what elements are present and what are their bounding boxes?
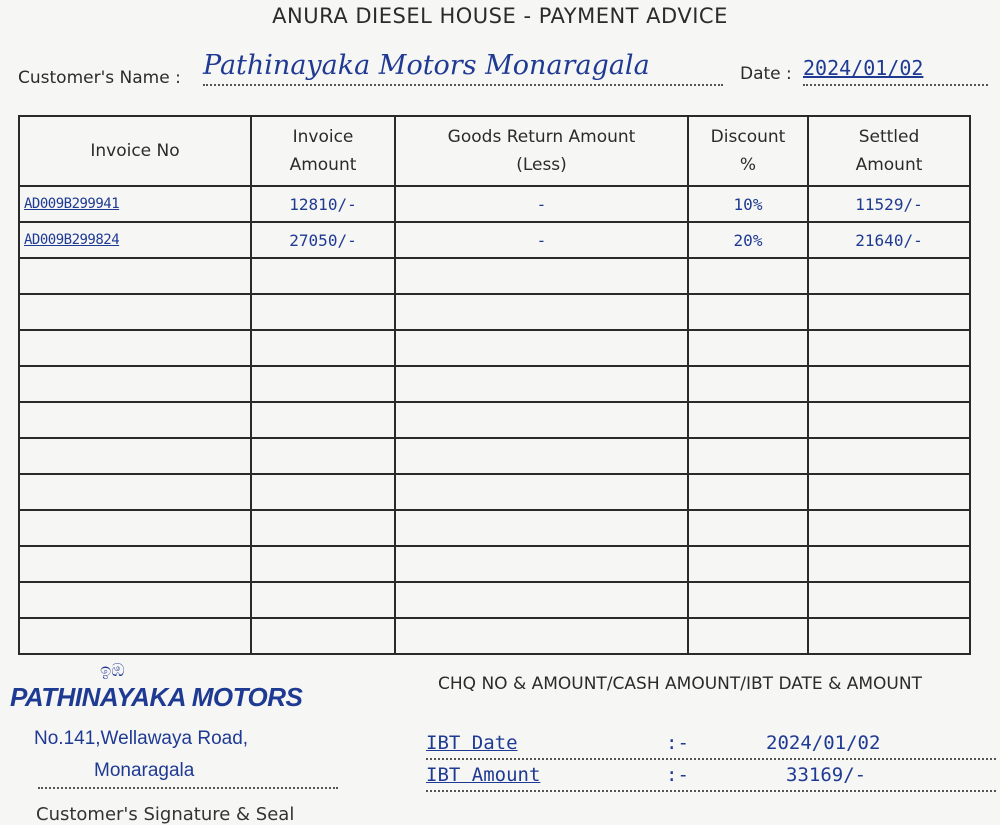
cell-discount: 10% xyxy=(688,186,808,222)
header-discount: Discount % xyxy=(688,116,808,186)
cell-settled-amount: 11529/- xyxy=(808,186,970,222)
ibt-date-row xyxy=(426,732,996,762)
signature-line xyxy=(38,787,338,789)
table-row xyxy=(19,438,970,474)
stamp-address-line2: Monaragala xyxy=(94,760,195,781)
table-row xyxy=(19,186,970,222)
cell-invoice-amount: 12810/- xyxy=(251,186,395,222)
ibt-amount-separator: :- xyxy=(666,764,689,786)
ibt-amount-label: IBT Amount xyxy=(426,764,541,786)
customer-name-label: Customer's Name : xyxy=(18,68,181,88)
cell-settled-amount: 21640/- xyxy=(808,222,970,258)
table-row xyxy=(19,294,970,330)
ibt-date-separator: :- xyxy=(666,732,689,754)
payment-heading: CHQ NO & AMOUNT/CASH AMOUNT/IBT DATE & AMOUNT xyxy=(438,674,922,694)
customer-name-value: Pathinayaka Motors Monaragala xyxy=(203,50,650,81)
table-row xyxy=(19,618,970,654)
cell-invoice-amount: 27050/- xyxy=(251,222,395,258)
header-invoice-amount: Invoice Amount xyxy=(251,116,395,186)
cell-goods-return: - xyxy=(395,186,688,222)
page-title: ANURA DIESEL HOUSE - PAYMENT ADVICE xyxy=(272,4,728,28)
table-row xyxy=(19,510,970,546)
cell-discount: 20% xyxy=(688,222,808,258)
stamp-address-line1: No.141,Wellawaya Road, xyxy=(34,728,249,749)
table-row xyxy=(19,546,970,582)
header-goods-return: Goods Return Amount (Less) xyxy=(395,116,688,186)
table-row xyxy=(19,474,970,510)
invoice-table xyxy=(18,115,971,655)
ibt-amount-value: 33169/- xyxy=(786,764,867,786)
ibt-amount-row xyxy=(426,764,996,794)
cell-invoice-no: AD009B299824 xyxy=(19,222,251,258)
table-row xyxy=(19,330,970,366)
cell-goods-return: - xyxy=(395,222,688,258)
table-row xyxy=(19,582,970,618)
table-row xyxy=(19,366,970,402)
ibt-date-label: IBT Date xyxy=(426,732,518,754)
date-label: Date : xyxy=(740,64,792,84)
table-row xyxy=(19,258,970,294)
cell-invoice-no: AD009B299941 xyxy=(19,186,251,222)
customer-row xyxy=(18,50,993,92)
signature-label: Customer's Signature & Seal xyxy=(36,804,295,825)
header-invoice-no: Invoice No xyxy=(19,116,251,186)
table-row xyxy=(19,222,970,258)
table-header-row xyxy=(19,116,970,186)
table-row xyxy=(19,402,970,438)
stamp-company-name: PATHINAYAKA MOTORS xyxy=(10,682,303,712)
stamp-logo: ඉඹ xyxy=(100,660,125,681)
date-value: 2024/01/02 xyxy=(803,56,924,80)
ibt-date-value: 2024/01/02 xyxy=(766,732,881,754)
header-settled-amount: Settled Amount xyxy=(808,116,970,186)
